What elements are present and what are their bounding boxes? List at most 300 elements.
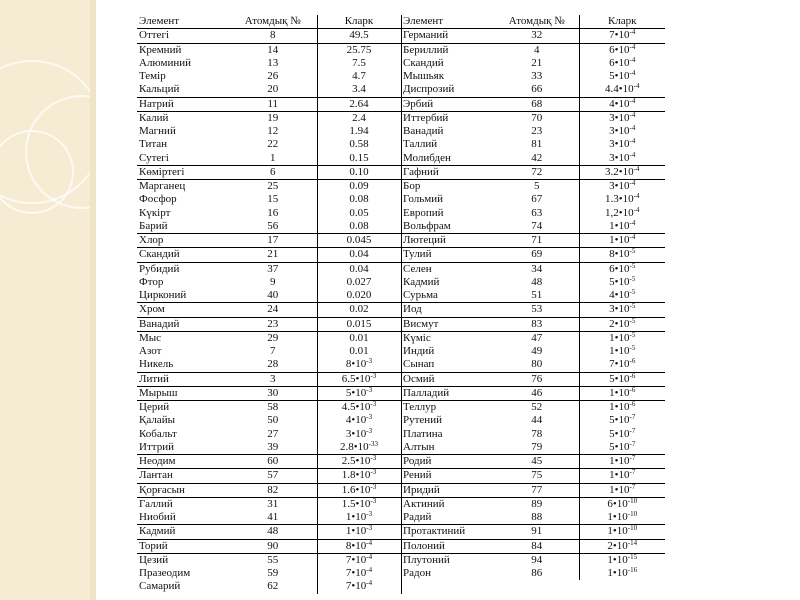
clarke-value [579, 414, 665, 427]
clarke-mantissa: 6 [609, 56, 615, 69]
table-header-row [137, 15, 401, 29]
element-name: Сурьма [401, 289, 495, 303]
table-row [137, 248, 401, 262]
table-row [401, 414, 665, 427]
table-header-row [401, 15, 665, 29]
clarke-mantissa: 4 [345, 414, 352, 427]
clarke-exponent: -3 [370, 400, 377, 409]
multiply-sign: • [614, 317, 619, 330]
multiply-sign: • [614, 469, 619, 482]
element-name: Иридий [401, 483, 495, 497]
multiply-sign: • [614, 275, 619, 288]
atomic-number: 30 [229, 386, 317, 400]
power-base: 10 [618, 70, 630, 83]
power-base: 10 [618, 248, 630, 261]
power-base: 10 [355, 414, 367, 427]
atomic-number: 63 [531, 206, 543, 219]
atomic-number: 27 [267, 427, 279, 440]
element-name: Бериллий [403, 43, 449, 56]
multiply-sign: • [614, 219, 619, 232]
element-name: Галлий [139, 497, 173, 510]
element-name: Магний [139, 125, 176, 138]
element-name: Темір [139, 70, 166, 83]
clarke-value [317, 483, 401, 497]
clarke-value [579, 57, 665, 70]
clarke-mantissa: 6 [607, 497, 613, 510]
power-base: 10 [616, 539, 628, 552]
element-name: Кремний [139, 43, 182, 56]
element-name: Фосфор [139, 193, 177, 206]
power-base: 10 [355, 358, 367, 371]
atomic-number: 89 [531, 497, 543, 510]
multiply-sign: • [351, 539, 356, 552]
power-base: 10 [355, 511, 367, 524]
multiply-sign: • [614, 111, 619, 124]
element-name: Кальций [137, 83, 229, 97]
clarke-value [317, 138, 401, 151]
atomic-number: 5 [534, 180, 540, 193]
element-name: Кадмий [403, 275, 440, 288]
table-row [137, 317, 401, 331]
power-base: 10 [355, 386, 367, 399]
multiply-sign: • [614, 427, 619, 440]
clarke-exponent: -4 [629, 179, 636, 188]
table-row [137, 525, 401, 539]
clarke-value [317, 29, 401, 43]
table-row [401, 372, 665, 386]
clarke-mantissa: 1 [609, 234, 615, 247]
clarke-exponent: -3 [370, 468, 377, 477]
table-row [137, 303, 401, 317]
clarke-exponent: -15 [627, 553, 638, 561]
multiply-sign: • [614, 262, 619, 275]
multiply-sign: • [351, 525, 356, 538]
atomic-number: 24 [229, 303, 317, 317]
clarke-mantissa: 5 [609, 70, 615, 83]
atomic-number: 14 [267, 43, 279, 56]
atomic-number: 77 [495, 483, 579, 497]
clarke-mantissa: 1 [609, 219, 615, 232]
table-row [401, 358, 665, 372]
table-row [137, 372, 401, 386]
element-name: Күміс [403, 331, 431, 344]
element-name: Азот [139, 345, 162, 358]
clarke-exponent: -5 [629, 345, 636, 353]
element-name: Ниобий [137, 511, 229, 525]
clarke-exponent: -3 [366, 511, 373, 519]
clarke-value [317, 125, 401, 138]
power-base: 10 [618, 414, 630, 427]
table-row [401, 111, 665, 125]
clarke-value [317, 193, 401, 206]
table-row [401, 345, 665, 358]
clarke-mantissa: 1 [607, 553, 613, 566]
multiply-sign: • [614, 401, 619, 414]
element-name: Актиний [403, 497, 445, 510]
clarke-exponent: -3 [366, 427, 373, 435]
clarke-exponent: -4 [366, 580, 373, 588]
table-row [401, 152, 665, 166]
clarke-mantissa: 8 [345, 539, 352, 552]
power-base: 10 [618, 455, 630, 468]
clarke-value [317, 511, 401, 525]
atomic-number: 31 [267, 497, 279, 510]
power-base: 10 [618, 275, 630, 288]
multiply-sign: • [614, 248, 619, 261]
element-name: Висмут [401, 317, 495, 331]
atomic-number: 62 [267, 580, 279, 593]
multiply-sign: • [355, 469, 360, 482]
clarke-exponent: -6 [629, 386, 636, 394]
multiply-sign: • [355, 401, 360, 414]
multiply-sign: • [355, 497, 360, 510]
clarke-exponent: -3 [366, 358, 373, 366]
atomic-number: 11 [229, 97, 317, 111]
clarke-value [579, 152, 665, 166]
element-name: Тулий [401, 248, 495, 262]
atomic-number: 20 [229, 83, 317, 97]
element-name: Сынап [401, 358, 495, 372]
multiply-sign: • [351, 580, 356, 593]
clarke-exponent: -4 [633, 165, 640, 173]
clarke-value [317, 234, 401, 248]
power-base: 10 [618, 358, 630, 371]
power-base: 10 [618, 289, 630, 302]
power-base: 10 [357, 440, 369, 453]
clarke-mantissa: 0.10 [349, 165, 369, 178]
element-name: Диспрозий [401, 83, 495, 97]
multiply-sign: • [614, 372, 619, 385]
element-name: Скандий [137, 248, 229, 262]
table-row [137, 276, 401, 289]
multiply-sign: • [614, 483, 619, 496]
multiply-sign: • [614, 455, 619, 468]
element-name: Цирконий [137, 289, 229, 303]
element-name: Самарий [139, 580, 181, 593]
power-base: 10 [616, 567, 628, 580]
element-name: Плутоний [403, 553, 450, 566]
element-name: Сутегі [137, 152, 229, 166]
clarke-exponent: -6 [629, 400, 636, 409]
element-name: Осмий [401, 372, 495, 386]
clarke-exponent: -4 [629, 70, 636, 78]
clarke-value [579, 43, 665, 57]
clarke-value [317, 165, 401, 179]
table-row [137, 511, 401, 525]
atomic-number: 57 [229, 469, 317, 483]
power-base: 10 [618, 345, 630, 358]
clarke-mantissa: 4.7 [352, 70, 366, 83]
multiply-sign: • [612, 553, 617, 566]
multiply-sign: • [614, 43, 619, 56]
clarke-exponent: -4 [633, 206, 640, 214]
clarke-exponent: -5 [629, 262, 636, 270]
atomic-number: 76 [495, 372, 579, 386]
atomic-number: 58 [267, 401, 279, 414]
clarke-table-right [401, 15, 665, 580]
atomic-number: 3 [229, 372, 317, 386]
table-row [137, 220, 401, 234]
table-row [137, 125, 401, 138]
clarke-exponent: -14 [627, 539, 638, 547]
power-base: 10 [618, 56, 630, 69]
multiply-sign: • [614, 345, 619, 358]
power-base: 10 [618, 43, 630, 56]
atomic-number: 46 [495, 386, 579, 400]
power-base: 10 [355, 539, 367, 552]
power-base: 10 [359, 483, 371, 496]
multiply-sign: • [614, 180, 619, 193]
clarke-mantissa: 0.08 [349, 193, 369, 206]
clarke-mantissa: 8 [345, 358, 352, 371]
clarke-mantissa: 2.8 [340, 440, 354, 453]
clarke-value [579, 262, 665, 276]
multiply-sign: • [614, 386, 619, 399]
table-row [401, 193, 665, 206]
table-row [137, 497, 401, 511]
clarke-mantissa: 1 [609, 386, 615, 399]
atomic-number: 74 [495, 220, 579, 234]
decorative-divider [90, 0, 96, 600]
table-row [401, 511, 665, 525]
clarke-mantissa: 3 [609, 125, 615, 138]
multiply-sign: • [355, 483, 360, 496]
clarke-mantissa: 7 [345, 553, 352, 566]
clarke-exponent: -10 [627, 524, 638, 533]
clarke-value [579, 345, 665, 358]
multiply-sign: • [351, 427, 356, 440]
atomic-number: 82 [229, 483, 317, 497]
multiply-sign: • [614, 289, 619, 302]
atomic-number: 55 [267, 553, 279, 566]
atomic-number: 44 [531, 414, 543, 427]
table-row [137, 580, 401, 593]
atomic-number: 53 [495, 303, 579, 317]
clarke-exponent: -4 [366, 567, 373, 575]
atomic-number: 9 [270, 275, 276, 288]
table-row [137, 469, 401, 483]
atomic-number: 48 [531, 275, 543, 288]
clarke-exponent: -4 [633, 83, 640, 91]
clarke-mantissa: 1 [607, 511, 613, 524]
clarke-mantissa: 5 [609, 414, 615, 427]
clarke-exponent: -4 [366, 539, 373, 547]
element-name: Барий [137, 220, 229, 234]
clarke-exponent: -7 [629, 414, 636, 422]
table-right-half [401, 15, 665, 580]
clarke-value [579, 97, 665, 111]
power-base: 10 [618, 303, 630, 316]
multiply-sign: • [614, 151, 619, 164]
clarke-value [317, 111, 401, 125]
clarke-exponent: -3 [370, 454, 377, 463]
atomic-number: 59 [267, 567, 279, 580]
clarke-value [579, 511, 665, 525]
table-row [137, 83, 401, 97]
element-name: Европий [403, 206, 444, 219]
element-name: Иод [401, 303, 495, 317]
power-base: 10 [618, 427, 630, 440]
clarke-value [579, 401, 665, 415]
table-row [137, 43, 401, 57]
clarke-value [317, 220, 401, 234]
atomic-number: 1 [229, 152, 317, 166]
table-row [137, 331, 401, 345]
clarke-exponent: -3 [370, 483, 377, 491]
table-row [401, 567, 665, 580]
clarke-mantissa: 1.6 [341, 483, 356, 496]
multiply-sign: • [618, 165, 623, 178]
table-row [401, 317, 665, 331]
clarke-value [579, 276, 665, 289]
clarke-value [317, 553, 401, 567]
clarke-table-left [137, 15, 402, 594]
clarke-value [317, 414, 401, 427]
table-row [401, 289, 665, 303]
multiply-sign: • [614, 234, 619, 247]
header-clarke: Кларк [579, 15, 665, 29]
clarke-exponent: -4 [629, 28, 636, 37]
table-row [401, 497, 665, 511]
atomic-number: 21 [229, 248, 317, 262]
clarke-mantissa: 5 [609, 427, 615, 440]
element-name: Күкірт [139, 206, 171, 219]
element-name: Лантан [137, 469, 229, 483]
power-base: 10 [622, 165, 634, 178]
table-row [137, 414, 401, 427]
element-name: Торий [137, 539, 229, 553]
clarke-value [579, 317, 665, 331]
atomic-number: 17 [229, 234, 317, 248]
clarke-exponent: -5 [629, 302, 636, 311]
clarke-mantissa: 0.020 [346, 289, 372, 302]
atomic-number: 40 [229, 289, 317, 303]
header-element: Элемент [137, 15, 229, 29]
element-name: Неодим [137, 455, 229, 469]
clarke-exponent: -4 [633, 193, 640, 201]
element-name: Гафний [401, 165, 495, 179]
table-row [137, 207, 401, 220]
atomic-number: 56 [229, 220, 317, 234]
table-row [401, 70, 665, 83]
clarke-mantissa: 5 [609, 275, 615, 288]
table-row [401, 483, 665, 497]
clarke-mantissa: 1 [609, 401, 615, 414]
element-name: Цезий [139, 553, 169, 566]
element-name: Ванадий [403, 125, 444, 138]
atomic-number: 16 [267, 206, 279, 219]
table-row [137, 152, 401, 166]
multiply-sign: • [614, 70, 619, 83]
element-name: Кадмий [137, 525, 229, 539]
clarke-value [579, 303, 665, 317]
clarke-mantissa: 1.3 [605, 193, 619, 206]
clarke-mantissa: 6 [609, 43, 615, 56]
multiply-sign: • [618, 193, 623, 206]
atomic-number: 75 [495, 469, 579, 483]
power-base: 10 [359, 372, 371, 385]
power-base: 10 [618, 469, 630, 482]
atomic-number: 28 [229, 358, 317, 372]
clarke-value [317, 497, 401, 511]
table-row [401, 57, 665, 70]
atomic-number: 70 [531, 111, 543, 124]
clarke-value [579, 125, 665, 138]
clarke-exponent: -3 [366, 386, 373, 394]
table-row [401, 386, 665, 400]
clarke-exponent: -6 [629, 372, 636, 380]
atomic-number: 69 [495, 248, 579, 262]
table-row [137, 358, 401, 372]
element-name: Ванадий [137, 317, 229, 331]
atomic-number: 33 [531, 70, 543, 83]
clarke-value [579, 567, 665, 580]
clarke-mantissa: 0.09 [349, 180, 369, 193]
atomic-number: 41 [229, 511, 317, 525]
element-name: Молибден [401, 152, 495, 166]
clarke-exponent: -5 [629, 289, 636, 297]
clarke-value [317, 303, 401, 317]
clarke-value [317, 83, 401, 97]
power-base: 10 [618, 29, 630, 42]
clarke-mantissa: 4 [609, 97, 615, 110]
table-row [401, 138, 665, 151]
table-row [401, 220, 665, 234]
clarke-mantissa: 1 [607, 525, 613, 538]
power-base: 10 [618, 317, 630, 330]
clarke-mantissa: 1 [609, 331, 615, 344]
table-row [401, 428, 665, 441]
table-row [401, 207, 665, 220]
clarke-mantissa: 3.4 [352, 83, 366, 96]
element-name: Церий [139, 401, 170, 414]
clarke-exponent: -4 [629, 138, 636, 146]
element-name: Никель [137, 358, 229, 372]
clarke-value [317, 401, 401, 415]
atomic-number: 68 [495, 97, 579, 111]
clarke-value [317, 317, 401, 331]
table-row [137, 428, 401, 441]
clarke-mantissa: 0.01 [349, 331, 369, 344]
element-name: Рутений [403, 414, 442, 427]
table-row [137, 567, 401, 580]
multiply-sign: • [614, 414, 619, 427]
table-row [401, 125, 665, 138]
table-row [137, 70, 401, 83]
atomic-number: 66 [495, 83, 579, 97]
atomic-number: 88 [495, 511, 579, 525]
atomic-number: 49 [531, 345, 543, 358]
element-name: Рубидий [139, 262, 180, 275]
power-base: 10 [359, 401, 371, 414]
table-right-body [401, 29, 665, 581]
clarke-mantissa: 6.5 [341, 372, 356, 385]
clarke-exponent: -4 [629, 125, 636, 133]
power-base: 10 [622, 83, 634, 96]
element-name: Литий [137, 372, 229, 386]
clarke-value [579, 207, 665, 220]
clarke-value [317, 386, 401, 400]
clarke-mantissa: 7.5 [352, 56, 366, 69]
table-row [401, 539, 665, 553]
multiply-sign: • [612, 511, 617, 524]
atomic-number: 8 [229, 29, 317, 43]
clarke-mantissa: 2.64 [349, 97, 369, 110]
clarke-mantissa: 2.4 [352, 111, 366, 124]
clarke-value [579, 180, 665, 194]
table-row [137, 539, 401, 553]
element-name: Рений [401, 469, 495, 483]
